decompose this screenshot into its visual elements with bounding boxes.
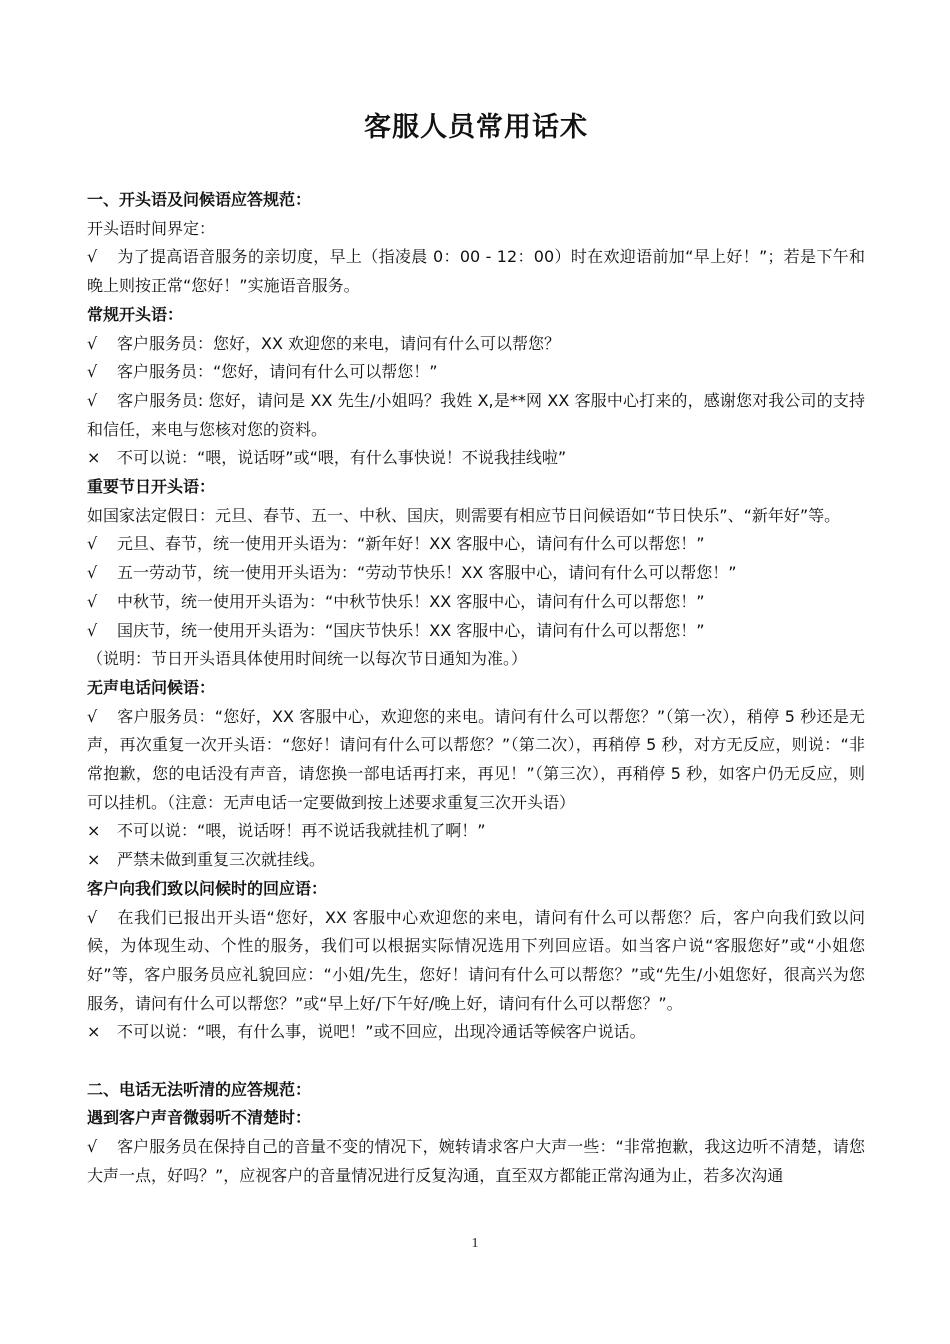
list-item xyxy=(87,846,865,875)
section-heading: 常规开头语： xyxy=(87,304,184,324)
check-mark-icon: √ xyxy=(87,620,98,640)
list-item-text: 不可以说：“喂，有什么事，说吧！”或不回应，出现冷通话等候客户说话。 xyxy=(117,1022,646,1042)
check-mark-icon: √ xyxy=(87,591,98,611)
paragraph: 开头语时间界定： xyxy=(87,218,216,238)
list-item-text: 为了提高语音服务的亲切度，早上（指凌晨 0：00 - 12：00）时在欢迎语前加“早上好！”；若是下午和晚上则按正常“您好！”实施语音服务。 xyxy=(87,247,865,296)
list-item-text: 不可以说：“喂，说话呀！再不说话我就挂机了啊！” xyxy=(117,821,486,841)
check-mark-icon: √ xyxy=(87,333,98,353)
list-item-text: 不可以说：“喂，说话呀”或“喂，有什么事快说！不说我挂线啦” xyxy=(117,448,567,468)
list-item xyxy=(87,817,865,846)
list-item xyxy=(87,559,865,588)
list-item-text: 客户服务员: 您好，请问是 XX 先生/小姐吗？我姓 X,是**网 XX 客服中心打来的，感谢您对我公司的支持和信任，来电与您核对您的资料。 xyxy=(87,390,865,439)
check-mark-icon: √ xyxy=(87,534,98,554)
list-item xyxy=(87,444,865,473)
list-item-text: 元旦、春节，统一使用开头语为：“新年好！XX 客服中心，请问有什么可以帮您！” xyxy=(117,534,705,554)
section-heading: 二、电话无法听清的应答规范： xyxy=(87,1079,312,1099)
list-item-text: 五一劳动节，统一使用开头语为：“劳动节快乐！XX 客服中心，请问有什么可以帮您！” xyxy=(117,563,737,583)
list-item xyxy=(87,358,865,387)
list-item-text: 严禁未做到重复三次就挂线。 xyxy=(117,850,326,870)
list-item-text: 客户服务员：“您好，请问有什么可以帮您！” xyxy=(117,362,438,382)
list-item-text: 中秋节，统一使用开头语为：“中秋节快乐！XX 客服中心，请问有什么可以帮您！” xyxy=(117,591,705,611)
check-mark-icon: √ xyxy=(87,706,98,726)
check-mark-icon: √ xyxy=(87,907,98,927)
section-heading: 遇到客户声音微弱听不清楚时： xyxy=(87,1108,312,1128)
cross-mark-icon: × xyxy=(87,448,101,468)
document-body xyxy=(87,108,865,1191)
check-mark-icon: √ xyxy=(87,362,98,382)
list-item xyxy=(87,243,865,300)
list-item xyxy=(87,530,865,559)
list-item xyxy=(87,703,865,818)
list-item-text: 在我们已报出开头语“您好，XX 客服中心欢迎您的来电，请问有什么可以帮您？后，客户向我们致以问候，为体现生动、个性的服务，我们可以根据实际情况选用下列回应语。如当客户说“客服您好”或“小姐您好”等，客户服务员应礼貌回应：“小姐/先生，您好！请问有什么可以帮您？”或“先生/小姐您好，很高兴为您服务，请问有什么可以帮您？”或“早上好/下午好/晚上好，请问有什么可以帮您？”。 xyxy=(87,907,865,1013)
paragraph: 如国家法定假日：元旦、春节、五一、中秋、国庆，则需要有相应节日问候语如“节日快乐”、“新年好”等。 xyxy=(87,505,841,525)
check-mark-icon: √ xyxy=(87,563,98,583)
document-blocks xyxy=(87,186,865,1191)
check-mark-icon: √ xyxy=(87,1137,98,1157)
page-number: 1 xyxy=(471,1236,479,1251)
check-mark-icon: √ xyxy=(87,390,98,410)
list-item-text: 客户服务员在保持自己的音量不变的情况下，婉转请求客户大声一些：“非常抱歉，我这边听不清楚，请您大声一点，好吗？”，应视客户的音量情况进行反复沟通，直至双方都能正常沟通为止，若多次沟通 xyxy=(87,1137,865,1185)
list-item xyxy=(87,387,865,444)
list-item-text: 客户服务员：“您好，XX 客服中心，欢迎您的来电。请问有什么可以帮您？”（第一次），稍停 5 秒还是无声，再次重复一次开头语：“您好！请问有什么可以帮您？”（第二次），再稍停 5 秒，对方无反应，则说：“非常抱歉，您的电话没有声音，请您换一部电话再打来，再见！”（第三次），再稍停 5 秒，如客户仍无反应，则可以挂机。（注意：无声电话一定要做到按上述要求重复三次开头语） xyxy=(87,706,865,812)
blank-line xyxy=(87,1047,865,1076)
list-item-text: 客户服务员：您好，XX 欢迎您的来电，请问有什么可以帮您？ xyxy=(117,333,561,353)
section-heading: 无声电话问候语： xyxy=(87,677,216,697)
section-heading: 重要节日开头语： xyxy=(87,477,216,497)
list-item xyxy=(87,588,865,617)
page-title: 客服人员常用话术 xyxy=(364,112,588,143)
list-item xyxy=(87,330,865,359)
list-item xyxy=(87,1018,865,1047)
list-item xyxy=(87,904,865,1019)
paragraph: （说明：节日开头语具体使用时间统一以每次节日通知为准。） xyxy=(87,649,528,669)
cross-mark-icon: × xyxy=(87,1022,101,1042)
check-mark-icon: √ xyxy=(87,247,98,267)
section-heading: 一、开头语及问候语应答规范： xyxy=(87,190,312,209)
list-item-text: 国庆节，统一使用开头语为：“国庆节快乐！XX 客服中心，请问有什么可以帮您！” xyxy=(117,620,705,640)
list-item xyxy=(87,1133,865,1190)
cross-mark-icon: × xyxy=(87,821,101,841)
list-item xyxy=(87,617,865,646)
section-heading: 客户向我们致以问候时的回应语： xyxy=(87,878,328,898)
cross-mark-icon: × xyxy=(87,850,101,870)
